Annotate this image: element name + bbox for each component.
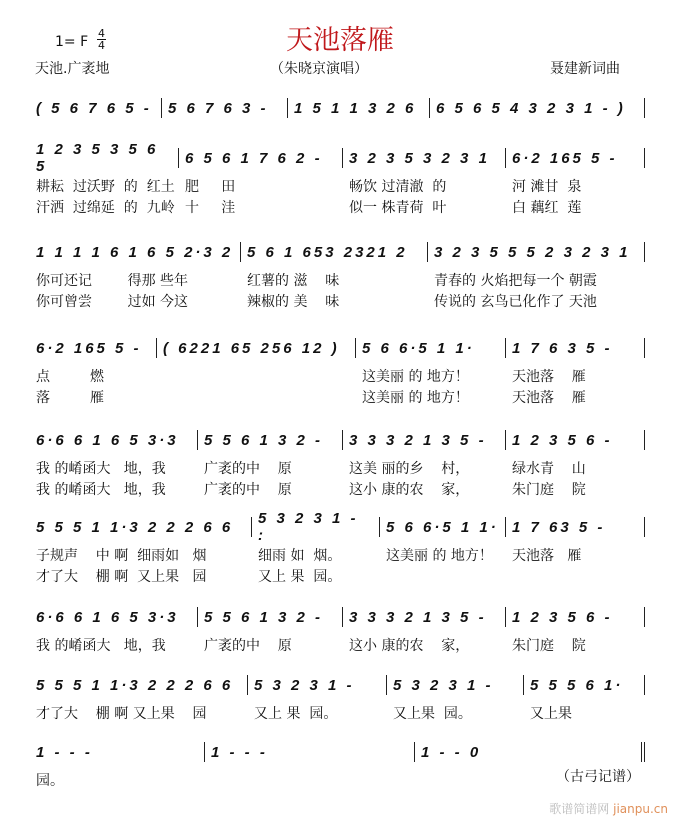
measure: 1 5 1 1 3 2 6	[288, 98, 430, 118]
composer-credit: 聂建新词曲	[550, 61, 620, 77]
lyric-line-verse-1	[30, 703, 645, 724]
time-signature-bottom: 4	[98, 39, 105, 52]
lyric-segment: 才了大 棚 啊 又上果 园	[36, 569, 207, 585]
staff-system	[30, 242, 645, 312]
measure: 3 2 3 5 5 5 2 3 2 3 1	[428, 242, 645, 262]
lyric-segment: 落 雁	[36, 390, 105, 406]
measure: 5 5 6 1 3 2 -	[198, 607, 343, 627]
measure: 5 5 6 1 3 2 -	[198, 430, 343, 450]
lyric-segment: 青春的 火焰把每一个 朝霞	[434, 273, 597, 289]
lyric-line-verse-1	[30, 176, 645, 197]
lyric-segment: 园。	[36, 773, 64, 789]
measure: 5 5 5 1 1·3 2 2 2 6 6	[30, 675, 248, 695]
measure: ( 5 6 7 6 5 -	[30, 98, 162, 118]
lyric-segment: 辣椒的 美 味	[247, 294, 340, 310]
watermark-cn: 歌谱简谱网	[549, 802, 610, 816]
lyric-segment: 你可曾尝 过如 今这	[36, 294, 189, 310]
lyric-segment: 朱门庭 院	[512, 638, 586, 654]
measure: 6·2 165 5 -	[506, 148, 645, 168]
lyric-segment: 点 燃	[36, 369, 105, 385]
measure: 5 6 7 6 3 -	[162, 98, 288, 118]
lyric-segment: 似一 株青荷 叶	[349, 200, 447, 216]
lyric-segment: 耕耘 过沃野 的 红土	[36, 179, 175, 195]
song-title: 天池落雁	[286, 25, 394, 56]
lyric-segment: 你可还记 得那 些年	[36, 273, 189, 289]
lyric-segment: 广袤的中 原	[204, 461, 292, 477]
lyric-segment: 白 藕红 莲	[512, 200, 582, 216]
lyric-line-verse-1	[30, 635, 645, 656]
lyric-segment: 这小 康的农 家，	[349, 638, 470, 654]
staff-system	[30, 430, 645, 500]
lyric-segment: 十 洼	[185, 200, 236, 216]
measure: 3 3 3 2 1 3 5 -	[343, 430, 506, 450]
measure: 6·6 6 1 6 5 3·3	[30, 607, 198, 627]
lyric-line-verse-2	[30, 479, 645, 500]
measure: 1 2 3 5 3 5 6 5	[30, 148, 179, 168]
measure: 1 7 6 3 5 -	[506, 338, 645, 358]
staff-system	[30, 675, 645, 724]
measure: 3 3 3 2 1 3 5 -	[343, 607, 506, 627]
lyric-segment: 才了大 棚 啊 又上果 园	[36, 706, 207, 722]
staff-system	[30, 510, 645, 587]
lyric-line-verse-1	[30, 270, 645, 291]
measure: 3 2 3 5 3 2 3 1	[343, 148, 506, 168]
lyric-segment: 肥 田	[185, 179, 236, 195]
lyric-segment: 河 滩甘 泉	[512, 179, 582, 195]
staff-system	[30, 742, 645, 791]
key-signature: 1= F	[55, 34, 89, 50]
lyric-segment: 我 的崤函大 地，我	[36, 461, 166, 477]
measure: 6 5 6 5 4 3 2 3 1 - )	[430, 98, 645, 118]
lyric-segment: 我 的崤函大 地，我	[36, 638, 166, 654]
time-signature	[97, 28, 106, 51]
lyric-segment: 广袤的中 原	[204, 638, 292, 654]
measure: 5 5 5 6 1·	[524, 675, 645, 695]
measure: 5 6 6·5 1 1·	[356, 338, 506, 358]
lyric-segment	[205, 770, 415, 791]
time-signature-top: 4	[98, 27, 105, 40]
lyric-segment: 天池落 雁	[512, 369, 586, 385]
lyric-segment: 又上果 园。	[393, 706, 472, 722]
measure: 5 6 6·5 1 1·	[380, 517, 506, 537]
lyric-segment: 子规声 中 啊 细雨如 烟	[36, 548, 207, 564]
measure: 5 6 1 653 2321 2	[241, 242, 428, 262]
staff-system	[30, 607, 645, 656]
lyric-segment: 这美丽 的 地方！	[362, 390, 469, 406]
lyric-segment: 细雨 如 烟。	[258, 548, 342, 564]
lyric-segment: 天池落 雁	[512, 390, 586, 406]
measure: 1 - - -	[205, 742, 415, 762]
measure: 1 7 63 5 -	[506, 517, 645, 537]
lyric-segment: 广袤的中 原	[204, 482, 292, 498]
measure: 5 3 2 3 1 -	[248, 675, 387, 695]
measure: 6 5 6 1 7 6 2 -	[179, 148, 343, 168]
measure: 6·2 165 5 -	[30, 338, 157, 358]
place-subtitle: 天池.广袤地	[35, 61, 110, 77]
lyric-segment: 朱门庭 院	[512, 482, 586, 498]
watermark	[549, 800, 668, 817]
lyric-segment: 我 的崤函大 地，我	[36, 482, 166, 498]
transcriber-credit: （古弓记谱）	[556, 769, 640, 785]
lyric-segment	[506, 566, 645, 587]
measure: 1 - - 0	[415, 742, 645, 762]
lyric-segment: 又上 果 园。	[258, 569, 342, 585]
lyric-segment: 这美丽 的 地方！	[362, 369, 469, 385]
measure: 5 3 2 3 1 -	[387, 675, 524, 695]
lyric-segment	[157, 366, 356, 387]
measure: 1 2 3 5 6 -	[506, 430, 645, 450]
lyric-line-verse-2	[30, 387, 645, 408]
measure: 1 - - -	[30, 742, 205, 762]
singer-credit: （朱晓京演唱）	[270, 61, 368, 77]
watermark-en: jianpu.cn	[613, 802, 668, 816]
lyric-segment: 汗洒 过绵延 的 九岭	[36, 200, 175, 216]
lyric-segment: 这美丽 的 地方！	[386, 548, 493, 564]
measure: 1 2 3 5 6 -	[506, 607, 645, 627]
lyric-line-verse-1	[30, 366, 645, 387]
lyric-segment: 这美 丽的乡 村，	[349, 461, 470, 477]
lyric-segment: 又上果	[530, 706, 572, 722]
staff-system	[30, 141, 645, 218]
lyric-segment: 天池落 雁	[512, 548, 582, 564]
lyric-line-verse-2	[30, 291, 645, 312]
lyric-segment: 绿水青 山	[512, 461, 586, 477]
lyric-segment: 传说的 玄鸟已化作了 天池	[434, 294, 597, 310]
staff-system	[30, 98, 645, 126]
lyric-segment: 红薯的 滋 味	[247, 273, 340, 289]
lyric-line-verse-1	[30, 458, 645, 479]
lyric-segment: 这小 康的农 家，	[349, 482, 470, 498]
measure: 6·6 6 1 6 5 3·3	[30, 430, 198, 450]
lyric-segment	[157, 387, 356, 408]
staff-system	[30, 338, 645, 408]
measure: 5 3 2 3 1 - :	[252, 517, 380, 537]
measure: ( 6221 65 256 12 )	[157, 338, 356, 358]
lyric-segment: 畅饮 过清澈 的	[349, 179, 447, 195]
lyric-line-verse-2	[30, 197, 645, 218]
lyric-line-verse-2	[30, 566, 645, 587]
lyric-segment: 又上 果 园。	[254, 706, 338, 722]
measure: 5 5 5 1 1·3 2 2 2 6 6	[30, 517, 252, 537]
lyric-line-verse-1	[30, 770, 645, 791]
measure: 1 1 1 1 6 1 6 5 2·3 2	[30, 242, 241, 262]
lyric-segment	[380, 566, 506, 587]
lyric-line-verse-1	[30, 545, 645, 566]
